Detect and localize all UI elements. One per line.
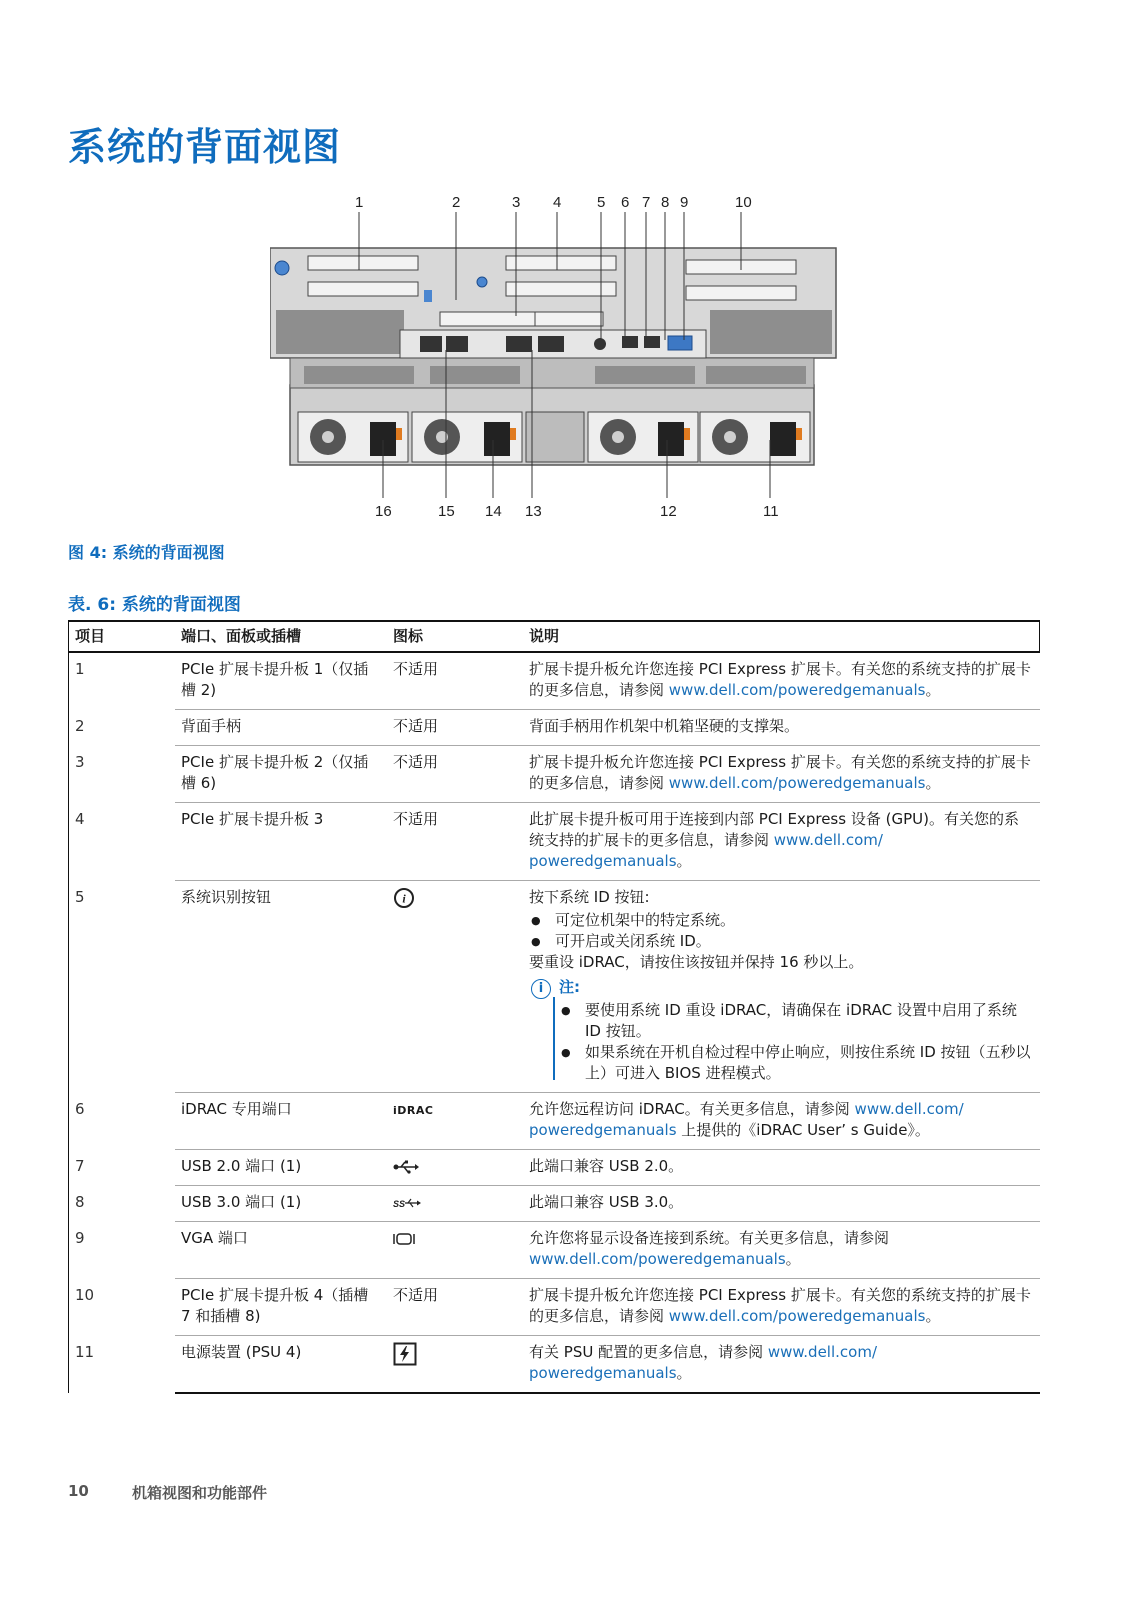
description-end: 。 (925, 681, 941, 699)
item-number: 7 (69, 1150, 176, 1186)
item-number: 1 (69, 652, 176, 710)
table-row (69, 1093, 1040, 1150)
idrac-icon: iDRAC (393, 1104, 434, 1117)
table-row (69, 1336, 1040, 1394)
table-row (69, 881, 1040, 1093)
callout-1: 1 (355, 194, 364, 211)
table-row (69, 1186, 1040, 1222)
description: 此端口兼容 USB 3.0。 (523, 1186, 1040, 1222)
usb2-icon (393, 1159, 419, 1175)
description: 背面手柄用作机架中机箱坚硬的支撑架。 (523, 710, 1040, 746)
description-text: 扩展卡提升板允许您连接 PCI Express 扩展卡。有关您的系统支持的扩展卡的更多信息，请参阅 (529, 1286, 1031, 1325)
manuals-link[interactable]: www.dell.com/poweredgemanuals (668, 681, 926, 699)
callout-5: 5 (597, 194, 606, 211)
header-description: 说明 (523, 621, 1040, 652)
list-item: ● 要使用系统 ID 重设 iDRAC，请确保在 iDRAC 设置中启用了系统 ID 按钮。 (559, 1000, 1034, 1042)
description-end: 。 (785, 1250, 801, 1268)
port-name: PCIe 扩展卡提升板 4（插槽 7 和插槽 8) (175, 1279, 387, 1336)
note-bullet-list (559, 1000, 1034, 1084)
vga-icon (393, 1232, 415, 1246)
description (523, 1222, 1040, 1279)
description-text: 允许您将显示设备连接到系统。有关更多信息，请参阅 (529, 1229, 890, 1247)
system-id-icon (393, 887, 415, 909)
rear-view-table (68, 620, 1040, 1394)
info-icon: i (531, 979, 551, 999)
server-rear-illustration (270, 190, 850, 530)
callout-16: 16 (375, 503, 392, 520)
description (523, 1336, 1040, 1394)
description-text: 有关 PSU 配置的更多信息，请参阅 (529, 1343, 768, 1361)
port-name: iDRAC 专用端口 (175, 1093, 387, 1150)
manuals-link[interactable]: www.dell.com/ poweredgemanuals (529, 1343, 877, 1382)
manuals-link[interactable]: www.dell.com/poweredgemanuals (668, 1307, 926, 1325)
description-end: 。 (676, 852, 692, 870)
callout-13: 13 (525, 503, 542, 520)
callout-12: 12 (660, 503, 677, 520)
icon-na: 不适用 (387, 746, 523, 803)
list-item: ● 如果系统在开机自检过程中停止响应，则按住系统 ID 按钮（五秒以上）可进入 BIOS 进程模式。 (559, 1042, 1034, 1084)
reset-instruction: 要重设 iDRAC，请按住该按钮并保持 16 秒以上。 (529, 953, 864, 971)
description-end: 。 (676, 1364, 692, 1382)
port-name: PCIe 扩展卡提升板 2（仅插槽 6) (175, 746, 387, 803)
description-text: 扩展卡提升板允许您连接 PCI Express 扩展卡。有关您的系统支持的扩展卡的更多信息，请参阅 (529, 660, 1031, 699)
item-number: 8 (69, 1186, 176, 1222)
callout-3: 3 (512, 194, 521, 211)
item-number: 2 (69, 710, 176, 746)
table-row (69, 1279, 1040, 1336)
table-header-row (69, 621, 1040, 652)
usb3-icon (393, 1195, 421, 1211)
description (523, 1279, 1040, 1336)
callout-15: 15 (438, 503, 455, 520)
header-icon: 图标 (387, 621, 523, 652)
footer-section: 机箱视图和功能部件 (132, 1484, 268, 1502)
note-title: 注: (559, 978, 580, 996)
description-end: 。 (925, 774, 941, 792)
callout-4: 4 (553, 194, 562, 211)
table-row (69, 1150, 1040, 1186)
description (523, 881, 1040, 1093)
page-number: 10 (68, 1482, 89, 1500)
manuals-link[interactable]: www.dell.com/poweredgemanuals (668, 774, 926, 792)
port-name: USB 3.0 端口 (1) (175, 1186, 387, 1222)
description-text: 按下系统 ID 按钮: (529, 888, 650, 906)
item-number: 9 (69, 1222, 176, 1279)
power-supply-icon (393, 1342, 417, 1366)
svg-text:SS: SS (393, 1198, 406, 1209)
description-end: 上提供的《iDRAC User’ s Guide》。 (676, 1121, 930, 1139)
table-row (69, 1222, 1040, 1279)
table-row (69, 652, 1040, 710)
description (523, 746, 1040, 803)
callout-8: 8 (661, 194, 670, 211)
item-number: 4 (69, 803, 176, 881)
bullet-list (529, 910, 1034, 952)
list-item: ● 可定位机架中的特定系统。 (529, 910, 1034, 931)
icon-na: 不适用 (387, 710, 523, 746)
table-caption: 表. 6: 系统的背面视图 (68, 595, 241, 615)
callout-6: 6 (621, 194, 630, 211)
icon-na: 不适用 (387, 803, 523, 881)
icon-na: 不适用 (387, 1279, 523, 1336)
icon-na: 不适用 (387, 652, 523, 710)
table-row (69, 803, 1040, 881)
description (523, 652, 1040, 710)
figure-caption: 图 4: 系统的背面视图 (68, 543, 225, 562)
description (523, 803, 1040, 881)
manuals-link[interactable]: www.dell.com/ poweredgemanuals (529, 831, 883, 870)
item-number: 10 (69, 1279, 176, 1336)
port-name: 背面手柄 (175, 710, 387, 746)
page-title: 系统的背面视图 (68, 125, 342, 169)
port-name: 系统识别按钮 (175, 881, 387, 1093)
port-name: PCIe 扩展卡提升板 3 (175, 803, 387, 881)
callout-14: 14 (485, 503, 502, 520)
item-number: 3 (69, 746, 176, 803)
callout-7: 7 (642, 194, 651, 211)
description: 此端口兼容 USB 2.0。 (523, 1150, 1040, 1186)
note-bar (553, 997, 555, 1080)
callout-10: 10 (735, 194, 752, 211)
port-name: PCIe 扩展卡提升板 1（仅插槽 2) (175, 652, 387, 710)
description-text: 允许您远程访问 iDRAC。有关更多信息，请参阅 (529, 1100, 855, 1118)
svg-text:i: i (402, 891, 406, 906)
item-number: 11 (69, 1336, 176, 1394)
callout-9: 9 (680, 194, 689, 211)
description-text: 此扩展卡提升板可用于连接到内部 PCI Express 设备 (GPU)。有关您的系统支持的扩展卡的更多信息，请参阅 (529, 810, 1019, 849)
port-name: 电源装置 (PSU 4) (175, 1336, 387, 1394)
item-number: 6 (69, 1093, 176, 1150)
header-item: 项目 (69, 621, 176, 652)
list-item: ● 可开启或关闭系统 ID。 (529, 931, 1034, 952)
description-end: 。 (925, 1307, 941, 1325)
note-box (529, 977, 1034, 1084)
callout-2: 2 (452, 194, 461, 211)
port-name: USB 2.0 端口 (1) (175, 1150, 387, 1186)
description (523, 1093, 1040, 1150)
table-row (69, 746, 1040, 803)
callout-11: 11 (763, 503, 779, 520)
rear-view-figure (270, 190, 850, 530)
port-name: VGA 端口 (175, 1222, 387, 1279)
item-number: 5 (69, 881, 176, 1093)
manuals-link[interactable]: www.dell.com/ poweredgemanuals (529, 1100, 964, 1139)
table-row (69, 710, 1040, 746)
header-port: 端口、面板或插槽 (175, 621, 387, 652)
manuals-link[interactable]: www.dell.com/poweredgemanuals (529, 1250, 786, 1268)
description-text: 扩展卡提升板允许您连接 PCI Express 扩展卡。有关您的系统支持的扩展卡的更多信息，请参阅 (529, 753, 1031, 792)
